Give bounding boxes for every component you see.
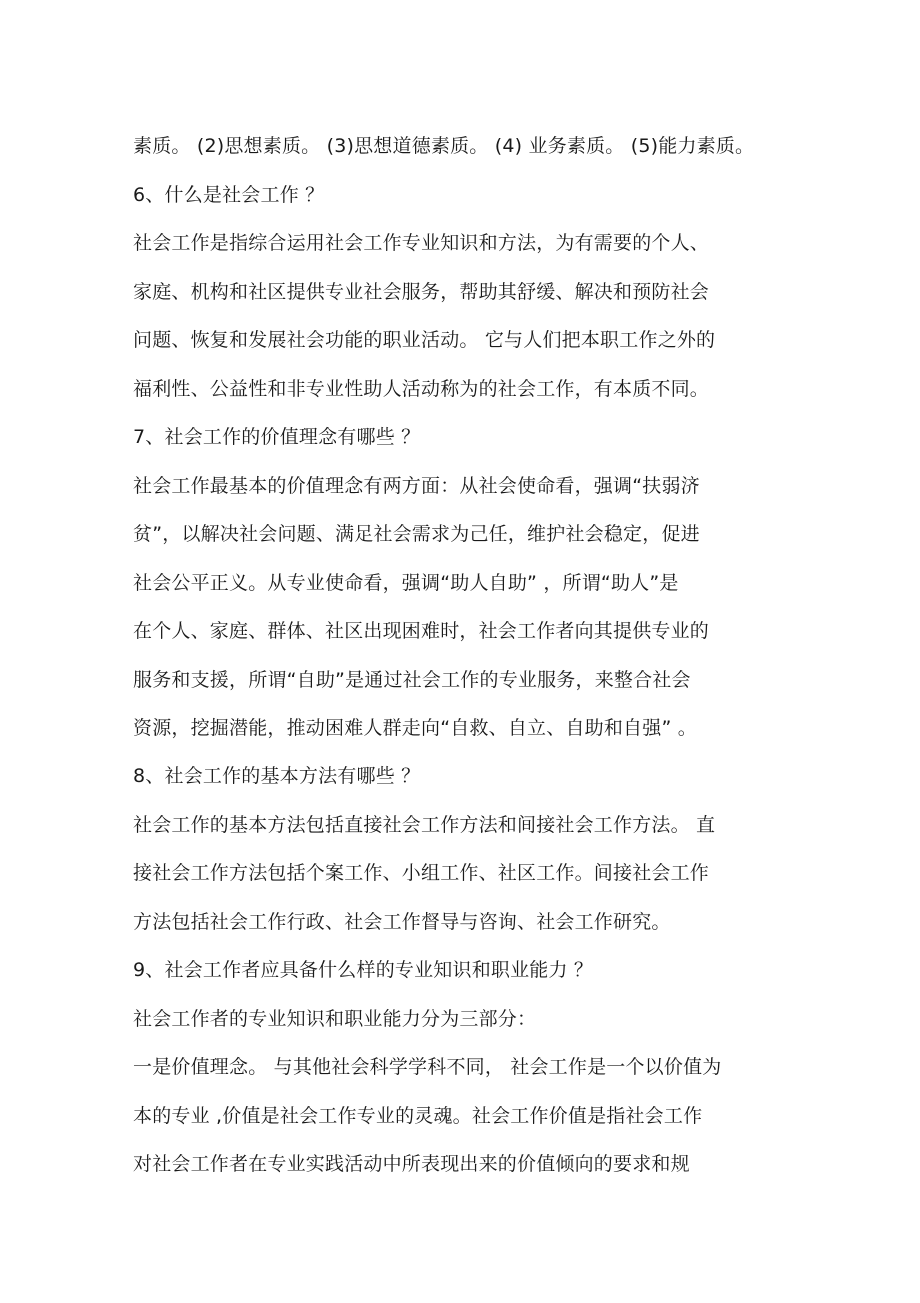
text-line: 社会工作的基本方法包括直接社会工作方法和间接社会工作方法。 直: [133, 814, 716, 836]
text-line: 对社会工作者在专业实践活动中所表现出来的价值倾向的要求和规: [133, 1153, 690, 1175]
question-heading-8: 8、社会工作的基本方法有哪些 ？: [133, 765, 421, 787]
text-line: 贫”，以解决社会问题、满足社会需求为己任，维护社会稳定，促进: [133, 523, 700, 545]
question-heading-9: 9、社会工作者应具备什么样的专业知识和职业能力 ？: [133, 959, 594, 981]
text-line: 素质。 (2)思想素质。 (3)思想道德素质。 (4) 业务素质。 (5)能力素质。: [133, 135, 755, 157]
text-line: 一是价值理念。 与其他社会科学学科不同， 社会工作是一个以价值为: [133, 1056, 722, 1078]
text-line: 社会公平正义。从专业使命看，强调“助人自助” ，所谓“助人”是: [133, 572, 679, 594]
question-heading-7: 7、社会工作的价值理念有哪些 ？: [133, 426, 421, 448]
text-line: 服务和支援，所谓“自助”是通过社会工作的专业服务，来整合社会: [133, 669, 691, 691]
text-line: 问题、恢复和发展社会功能的职业活动。 它与人们把本职工作之外的: [133, 329, 716, 351]
text-line: 资源，挖掘潜能，推动困难人群走向“自救、自立、自助和自强” 。: [133, 717, 697, 739]
text-line: 接社会工作方法包括个案工作、小组工作、社区工作。间接社会工作: [133, 862, 710, 884]
text-line: 家庭、机构和社区提供专业社会服务，帮助其舒缓、解决和预防社会: [133, 281, 710, 303]
text-line: 在个人、家庭、群体、社区出现困难时，社会工作者向其提供专业的: [133, 620, 710, 642]
text-line: 社会工作最基本的价值理念有两方面：从社会使命看，强调“扶弱济: [133, 475, 700, 497]
text-line: 社会工作者的专业知识和职业能力分为三部分：: [133, 1008, 537, 1030]
text-line: 社会工作是指综合运用社会工作专业知识和方法，为有需要的个人、: [133, 232, 710, 254]
text-line: 本的专业 ,价值是社会工作专业的灵魂。社会工作价值是指社会工作: [133, 1105, 703, 1127]
text-line: 方法包括社会工作行政、社会工作督导与咨询、社会工作研究。: [133, 911, 671, 933]
question-heading-6: 6、什么是社会工作 ？: [133, 184, 325, 206]
text-line: 福利性、公益性和非专业性助人活动称为的社会工作，有本质不同。: [133, 378, 710, 400]
